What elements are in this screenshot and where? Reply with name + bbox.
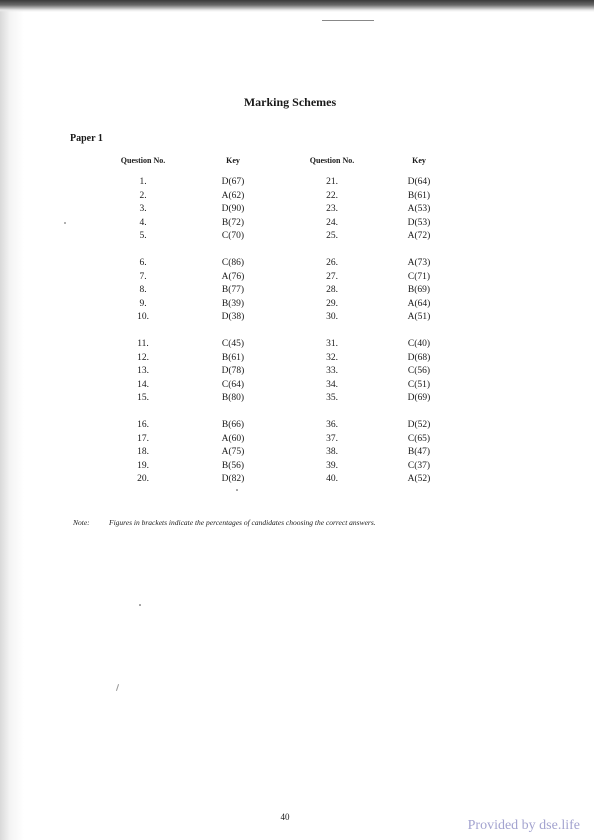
answer-key: A(52) <box>407 474 431 484</box>
page-title: Marking Schemes <box>243 95 337 109</box>
question-number: 35. <box>326 393 338 403</box>
table-row <box>0 311 594 325</box>
table-row <box>0 271 594 285</box>
answer-key: A(60) <box>221 433 245 444</box>
question-number: 28. <box>326 285 338 295</box>
note-label: Note: <box>73 518 90 527</box>
answer-key: B(80) <box>221 393 245 403</box>
table-row <box>0 284 594 298</box>
question-number: 11. <box>137 339 149 349</box>
answer-key: C(64) <box>221 379 245 390</box>
answer-key: A(53) <box>407 204 431 214</box>
question-number: 34. <box>326 379 338 390</box>
answer-key: A(72) <box>407 231 431 241</box>
table-row <box>0 473 594 487</box>
question-number: 30. <box>326 312 338 322</box>
question-number: 40. <box>326 474 338 484</box>
table-row <box>0 217 594 231</box>
question-number: 10. <box>137 312 149 322</box>
answer-key: A(76) <box>221 271 245 282</box>
table-row <box>0 176 594 190</box>
question-number: 16. <box>137 420 149 430</box>
answer-key: D(68) <box>407 352 431 363</box>
scan-top-rule <box>322 20 374 21</box>
question-number: 32. <box>326 352 338 363</box>
header-key-right: Key <box>412 156 426 165</box>
answer-key: C(65) <box>407 433 431 444</box>
question-number: 17. <box>137 433 149 444</box>
answer-key: C(40) <box>407 339 431 349</box>
question-number: 37. <box>326 433 338 444</box>
answer-key: B(61) <box>407 190 431 201</box>
question-number: 12. <box>137 352 149 363</box>
answer-key: D(64) <box>407 177 431 187</box>
scan-top-shadow <box>0 0 594 12</box>
table-row <box>0 230 594 244</box>
answer-key: A(64) <box>407 298 431 309</box>
answer-key: B(72) <box>221 217 245 228</box>
scan-speck <box>116 684 119 691</box>
question-number: 39. <box>326 460 338 471</box>
answer-key: A(75) <box>221 447 245 457</box>
question-number: 22. <box>326 190 338 201</box>
scan-speck <box>64 222 66 224</box>
table-row <box>0 203 594 217</box>
note <box>73 518 376 527</box>
header-question-no-left: Question No. <box>120 156 166 165</box>
table-row <box>0 257 594 271</box>
section-heading: Paper 1 <box>70 133 103 144</box>
answer-key: B(61) <box>221 352 245 363</box>
answer-key: D(67) <box>221 177 245 187</box>
answer-key: D(78) <box>221 366 245 376</box>
question-number: 13. <box>137 366 149 376</box>
page-number: 40 <box>280 812 290 822</box>
scan-speck <box>139 604 141 606</box>
answer-key: C(51) <box>407 379 431 390</box>
question-number: 27. <box>326 271 338 282</box>
question-number: 14. <box>137 379 149 390</box>
table-row <box>0 392 594 406</box>
answer-key: D(90) <box>221 204 245 214</box>
question-number: 15. <box>137 393 149 403</box>
answer-key: D(53) <box>407 217 431 228</box>
answer-key: A(62) <box>221 190 245 201</box>
question-number: 24. <box>326 217 338 228</box>
table-row <box>0 190 594 204</box>
question-number: 7. <box>139 271 147 282</box>
header-key-left: Key <box>226 156 240 165</box>
answer-key: C(71) <box>407 271 431 282</box>
answer-key: B(66) <box>221 420 245 430</box>
watermark: Provided by dse.life <box>467 818 580 833</box>
question-number: 33. <box>326 366 338 376</box>
question-number: 3. <box>139 204 147 214</box>
answer-key: D(52) <box>407 420 431 430</box>
table-row <box>0 365 594 379</box>
answer-key: D(38) <box>221 312 245 322</box>
answer-key: B(39) <box>221 298 245 309</box>
answer-key: A(51) <box>407 312 431 322</box>
question-number: 31. <box>326 339 338 349</box>
answer-key: D(82) <box>221 474 245 484</box>
question-number: 9. <box>139 298 147 309</box>
question-number: 29. <box>326 298 338 309</box>
question-number: 21. <box>326 177 338 187</box>
answer-key: C(56) <box>407 366 431 376</box>
question-number: 6. <box>139 258 147 268</box>
table-row <box>0 338 594 352</box>
table-row <box>0 379 594 393</box>
question-number: 23. <box>326 204 338 214</box>
table-row <box>0 433 594 447</box>
question-number: 19. <box>137 460 149 471</box>
question-number: 18. <box>137 447 149 457</box>
answer-key: C(37) <box>407 460 431 471</box>
question-number: 20. <box>137 474 149 484</box>
table-row <box>0 446 594 460</box>
question-number: 4. <box>139 217 147 228</box>
note-text: Figures in brackets indicate the percentages of candidates choosing the correct answers. <box>109 518 376 527</box>
answer-key: D(69) <box>407 393 431 403</box>
answer-key: A(73) <box>407 258 431 268</box>
question-number: 25. <box>326 231 338 241</box>
question-number: 1. <box>139 177 147 187</box>
answer-key: C(86) <box>221 258 245 268</box>
table-row <box>0 352 594 366</box>
question-number: 26. <box>326 258 338 268</box>
header-question-no-right: Question No. <box>309 156 355 165</box>
question-number: 38. <box>326 447 338 457</box>
answer-key: C(70) <box>221 231 245 241</box>
table-row <box>0 419 594 433</box>
scan-speck <box>236 489 238 491</box>
question-number: 2. <box>139 190 147 201</box>
question-number: 8. <box>139 285 147 295</box>
table-row <box>0 298 594 312</box>
question-number: 36. <box>326 420 338 430</box>
answer-key: B(77) <box>221 285 245 295</box>
answer-key: B(56) <box>221 460 245 471</box>
answer-key: B(47) <box>407 447 431 457</box>
question-number: 5. <box>139 231 147 241</box>
answer-key: C(45) <box>221 339 245 349</box>
answer-key: B(69) <box>407 285 431 295</box>
table-row <box>0 460 594 474</box>
